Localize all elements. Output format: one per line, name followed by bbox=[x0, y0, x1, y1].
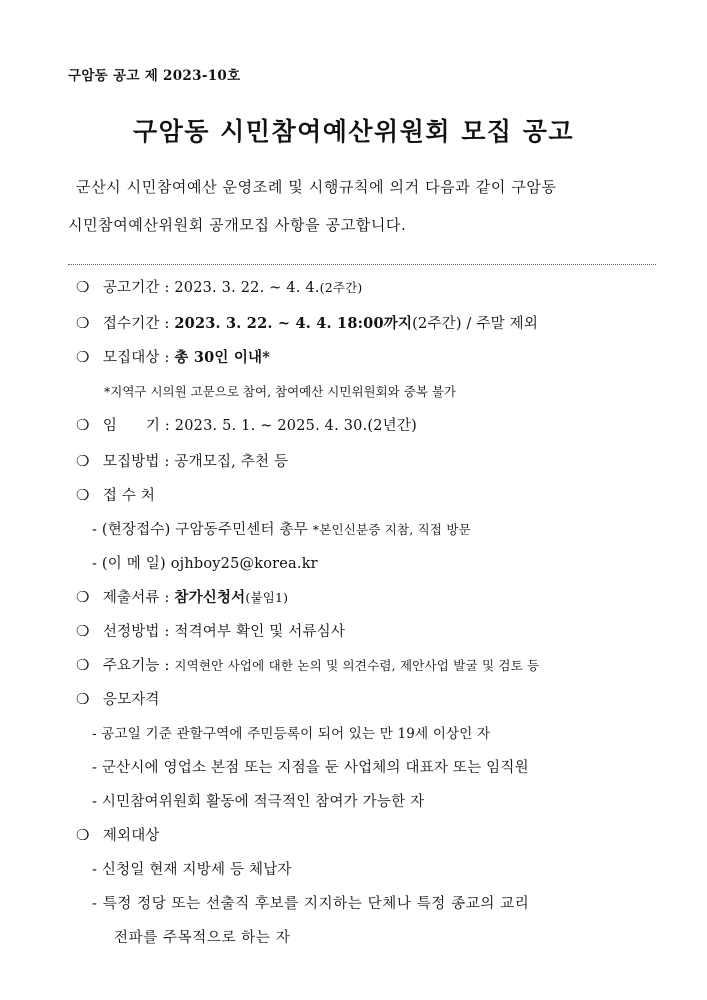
page-title: 구암동 시민참여예산위원회 모집 공고 bbox=[132, 117, 574, 146]
item-value: 참가신청서 bbox=[174, 589, 246, 606]
sub-note: *본인신분증 지참, 직접 방문 bbox=[312, 522, 471, 537]
item-extra: (2년간) bbox=[367, 418, 417, 434]
item-documents bbox=[76, 586, 288, 607]
exclusion-item-2-continued: 전파를 주목적으로 하는 자 bbox=[114, 930, 291, 946]
intro-line-2: 시민참여예산위원회 공개모집 사항을 공고합니다. bbox=[68, 216, 407, 234]
circle-bullet-icon: ❍ bbox=[76, 452, 90, 470]
item-method bbox=[76, 450, 288, 471]
circle-bullet-icon: ❍ bbox=[76, 348, 90, 366]
item-label: 접수기간 : bbox=[102, 316, 170, 332]
target-note: *지역구 시의원 고문으로 참여, 참여예산 시민위원회와 중복 불가 bbox=[104, 384, 456, 399]
eligibility-item-2: - 군산시에 영업소 본점 또는 지점을 둔 사업체의 대표자 또는 임직원 bbox=[92, 760, 529, 776]
eligibility-item-1: - 공고일 기준 관할구역에 주민등록이 되어 있는 만 19세 이상인 자 bbox=[92, 726, 491, 742]
item-label: 접 수 처 bbox=[102, 488, 156, 504]
dotted-divider bbox=[68, 264, 656, 265]
circle-bullet-icon: ❍ bbox=[76, 588, 90, 606]
item-value: 2023. 5. 1. ~ 2025. 4. 30. bbox=[174, 418, 368, 434]
item-label: 제출서류 : bbox=[102, 590, 170, 606]
item-value: 지역현안 사업에 대한 논의 및 의견수렴, 제안사업 발굴 및 검토 등 bbox=[174, 658, 540, 673]
exclusion-item-1: - 신청일 현재 지방세 등 체납자 bbox=[92, 862, 292, 878]
item-label: 모집대상 : bbox=[102, 350, 170, 366]
item-extra: (2주간) bbox=[319, 280, 363, 295]
circle-bullet-icon: ❍ bbox=[76, 622, 90, 640]
item-label: 선정방법 : bbox=[102, 624, 170, 640]
item-label: 공고기간 : bbox=[102, 280, 170, 296]
item-eligibility bbox=[76, 688, 160, 709]
item-value: 공개모집, 추천 등 bbox=[174, 454, 289, 470]
item-value: 적격여부 확인 및 서류심사 bbox=[174, 624, 346, 640]
item-reception-period bbox=[76, 312, 538, 333]
item-exclusion bbox=[76, 824, 160, 845]
item-announce-period bbox=[76, 276, 363, 297]
item-extra: (2주간) / 주말 제외 bbox=[412, 316, 539, 332]
circle-bullet-icon: ❍ bbox=[76, 486, 90, 504]
circle-bullet-icon: ❍ bbox=[76, 314, 90, 332]
sub-prefix: - (이 메 일) bbox=[92, 556, 166, 572]
item-value: 총 30인 이내* bbox=[174, 349, 271, 366]
item-reception-place bbox=[76, 484, 155, 505]
intro-paragraph bbox=[68, 168, 658, 244]
notice-number: 구암동 공고 제 2023-10호 bbox=[68, 68, 241, 84]
item-label: 임 기 : bbox=[102, 418, 170, 434]
email-value: ojhboy25@korea.kr bbox=[170, 556, 318, 572]
item-label: 응모자격 bbox=[102, 692, 160, 708]
eligibility-item-3: - 시민참여위원회 활동에 적극적인 참여가 가능한 자 bbox=[92, 794, 425, 810]
item-label: 모집방법 : bbox=[102, 454, 170, 470]
item-label: 제외대상 bbox=[102, 828, 160, 844]
item-selection bbox=[76, 620, 345, 641]
item-functions bbox=[76, 654, 539, 675]
reception-onsite bbox=[92, 518, 471, 539]
circle-bullet-icon: ❍ bbox=[76, 416, 90, 434]
intro-line-1: 군산시 시민참여예산 운영조례 및 시행규칙에 의거 다음과 같이 구암동 bbox=[76, 178, 557, 196]
exclusion-item-2: - 특정 정당 또는 선출직 후보를 지지하는 단체나 특정 종교의 교리 bbox=[92, 896, 530, 912]
item-value: 2023. 3. 22. ~ 4. 4. bbox=[174, 280, 320, 296]
item-label: 주요기능 : bbox=[102, 658, 170, 674]
circle-bullet-icon: ❍ bbox=[76, 278, 90, 296]
reception-email bbox=[92, 552, 318, 573]
item-extra: (붙임1) bbox=[245, 590, 289, 605]
circle-bullet-icon: ❍ bbox=[76, 656, 90, 674]
circle-bullet-icon: ❍ bbox=[76, 690, 90, 708]
item-value: 2023. 3. 22. ~ 4. 4. 18:00까지 bbox=[174, 315, 413, 332]
circle-bullet-icon: ❍ bbox=[76, 826, 90, 844]
item-term bbox=[76, 414, 417, 435]
sub-value: 구암동주민센터 총무 bbox=[175, 522, 308, 538]
item-target bbox=[76, 346, 270, 367]
sub-prefix: - (현장접수) bbox=[92, 522, 171, 538]
